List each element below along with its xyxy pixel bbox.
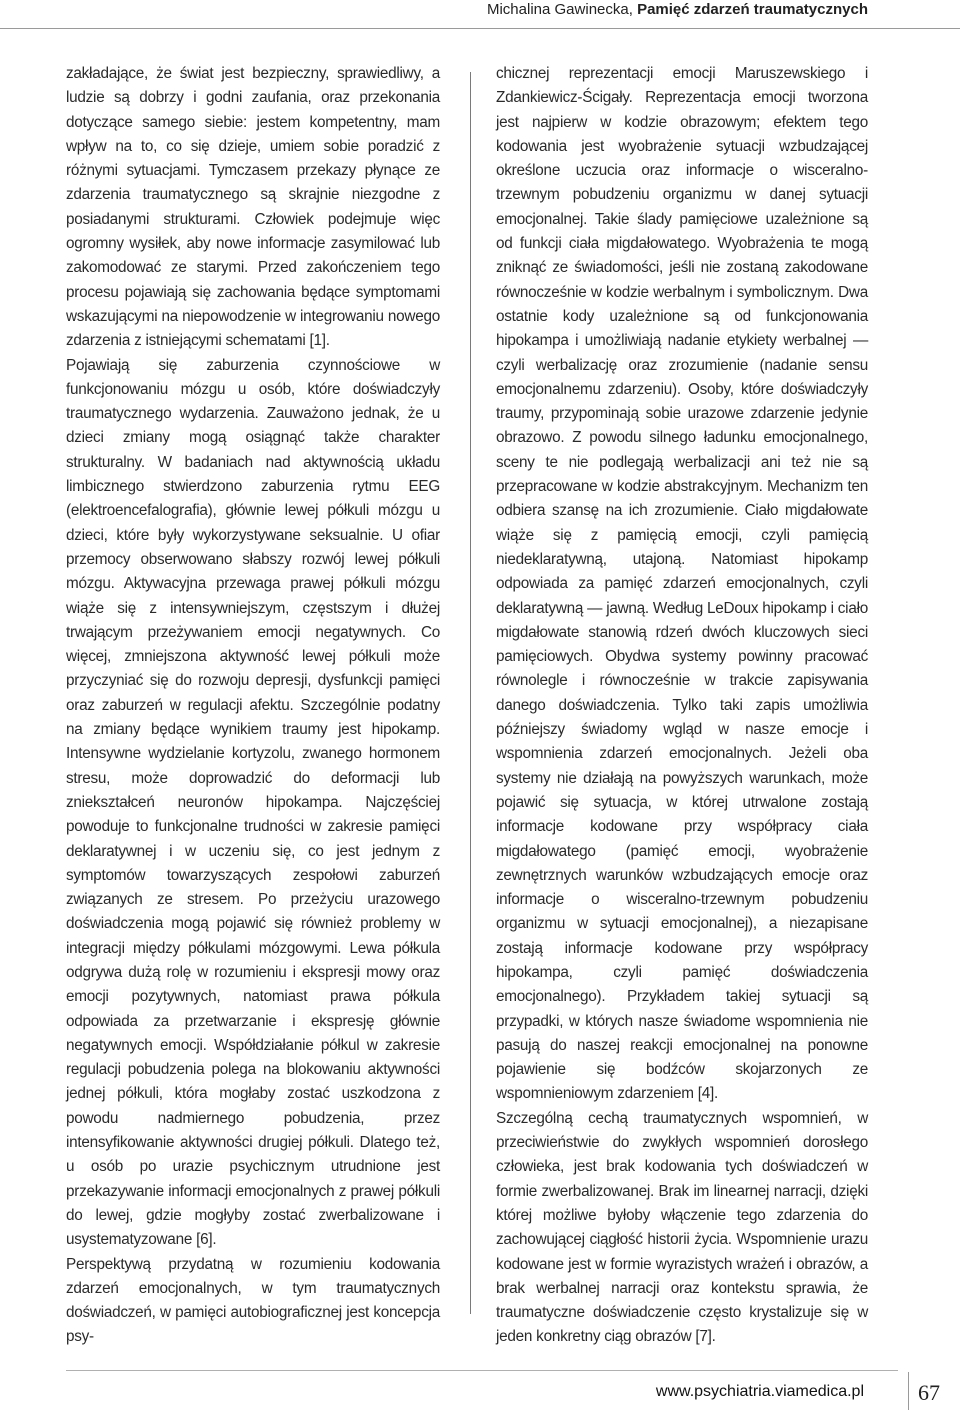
running-header <box>0 0 960 31</box>
footer-separator <box>908 1372 909 1410</box>
right-paragraph-1: chicznej reprezentacji emocji Maruszewskiego i Zdankiewicz-Ścigały. Reprezentacja emocji tworzona jest najpierw w kodzie obrazowym; efektem tego kodowania jest wyobrażenie sytuacji wzbudzającej określone uczucia oraz informacje o wisceralno-trzewnym pobudzeniu organizmu w danej sytuacji emocjonalnej. Takie ślady pamięciowe uzależnione są od funkcji ciała migdałowatego. Wyobrażenia te mogą zniknąć ze świadomości, jeśli nie zostaną zakodowane równocześnie w kodzie werbalnym i symbolicznym. Dwa ostatnie kody uzależnione są od funkcjonowania hipokampa i umożliwiają nadanie etykiety werbalnej — czyli werbalizację oraz zrozumienie (nadanie sensu emocjonalnemu zdarzeniu). Osoby, które doświadczyły traumy, przypominają sobie urazowe zdarzenie jedynie obrazowo. Z powodu silnego ładunku emocjonalnego, sceny te nie podlegają werbalizacji ani też nie są przepracowane w kodzie abstrakcyjnym. Mechanizm ten odbiera szansę na ich zrozumienie. Ciało migdałowate wiąże się z pamięcią emocji, czyli pamięcią niedeklaratywną, utajoną. Natomiast hipokamp odpowiada za pamięć zdarzeń emocjonalnych, czyli deklaratywną — jawną. Według LeDoux hipokamp i ciało migdałowate stanowią rdzeń dwóch kluczowych sieci pamięciowych. Obydwa systemy powinny pracować równolegle i równocześnie w trakcie zapisywania danego doświadczenia. Tylko taki zapis umożliwia późniejszy świadomy wgląd w nasze emocje i wspomnienia zdarzeń emocjonalnych. Jeżeli oba systemy nie działają na powyższych warunkach, może pojawić się sytuacja, w której utrwalone zostają informacje kodowane przy współpracy ciała migdałowatego (pamięć emocji, wyobrażenie zewnętrznych warunków wzbudzających emocje oraz informacje o wisceralno-trzewnym pobudzeniu organizmu w sytuacji emocjonalnej), a niezapisane zostają informacje kodowane przy współpracy hipokampa, czyli pamięć doświadczenia emocjonalnego). Przykładem takiej sytuacji są przypadki, w których nasze świadome wspomnienia nie pasują do naszej reakcji emocjonalnej na ponowne pojawienie się bodźców skojarzonych ze wspomnieniowym zdarzeniem [4]. <box>496 65 868 1103</box>
left-paragraph-2: Pojawiają się zaburzenia czynnościowe w funkcjonowaniu mózgu u osób, które doświadczyły traumatycznego wydarzenia. Zauważono jednak, że u dzieci zmiany mogą osiągnąć także charakter strukturalny. W badaniach nad aktywnością układu limbicznego stwierdzono zaburzenia rytmu EEG (elektroencefalografia), głównie lewej półkuli mózgu u dzieci, które były wykorzystywane seksualnie. U ofiar przemocy obserwowano słabszy rozwój lewej półkuli mózgu. Aktywacyjna przewaga prawej półkuli mózgu wiąże się z intensywniejszym, częstszym i dłużej trwającym przeżywaniem emocji negatywnych. Co więcej, zmniejszona aktywność lewej półkuli może przyczyniać się do rozwoju depresji, dysfunkcji pamięci oraz zaburzeń w regulacji afektu. Szczególnie podatny na zmiany będące wynikiem traumy jest hipokamp. Intensywne wydzielanie kortyzolu, zwanego hormonem stresu, może doprowadzić do deformacji lub zniekształceń neuronów hipokampa. Najczęściej powoduje to funkcjonalne trudności w zakresie pamięci deklaratywnej i w uczeniu się, co jest jednym z symptomów towarzyszących zespołowi zaburzeń związanych ze stresem. Po przeżyciu urazowego doświadczenia mogą pojawić się również problemy w integracji między półkulami mózgowymi. Lewa półkula odgrywa dużą rolę w rozumieniu i ekspresji mowy oraz emocji pozytywnych, natomiast prawa półkula odpowiada za przetwarzanie i ekspresję głównie negatywnych emocji. Współdziałanie półkul w zakresie regulacji pobudzenia polega na blokowaniu aktywności jednej półkuli, która mogłaby zostać uszkodzona z powodu nadmiernego pobudzenia, przez intensyfikowanie aktywności drugiej półkuli. Dlatego też, u osób po urazie psychicznym utrudnione jest przekazywanie informacji emocjonalnych z prawej półkuli do lewej, gdzie mogłyby zostać zwerbalizowane i usystematyzowane [6]. <box>66 356 440 1249</box>
journal-url: www.psychiatria.viamedica.pl <box>655 1383 864 1400</box>
page-number: 67 <box>918 1380 940 1405</box>
column-divider <box>470 72 471 1314</box>
header-article-title: Pamięć zdarzeń traumatycznych <box>637 1 868 18</box>
footer-rule <box>66 1370 898 1371</box>
header-author: Michalina Gawinecka, <box>486 1 638 18</box>
header-rule <box>0 28 960 29</box>
right-text-column <box>496 62 868 1350</box>
left-paragraph-1: zakładające, że świat jest bezpieczny, sprawiedliwy, a ludzie są dobrzy i godni zaufania, oraz przekonania dotyczące samego siebie: jestem kompetentny, mam wpływ na to, co się dzieje, umiem sobie poradzić z różnymi sytuacjami. Tymczasem przekazy płynące ze zdarzenia traumatycznego są skrajnie niezgodne z posiadanymi strukturami. Człowiek podejmuje więc ogromny wysiłek, aby nowe informacje zasymilować lub zakomodować ze starymi. Przed zakończeniem tego procesu pojawiają się zachowania będące symptomami wskazującymi na niepowodzenie w integrowaniu nowego zdarzenia z istniejącymi schematami [1]. <box>66 65 440 350</box>
left-paragraph-3: Perspektywą przydatną w rozumieniu kodowania zdarzeń emocjonalnych, w tym traumatycznych doświadczeń, w pamięci autobiograficznej jest koncepcja psy- <box>66 1255 440 1346</box>
left-text-column <box>66 62 440 1350</box>
right-paragraph-2: Szczególną cechą traumatycznych wspomnień, w przeciwieństwie do zwykłych wspomnień dorosłego człowieka, jest brak kodowania tych doświadczeń w formie zwerbalizowanej. Brak im linearnej narracji, dzięki której możliwe byłoby włączenie tego zdarzenia do zachowującej ciągłość historii życia. Wspomnienie urazu kodowane jest w formie wyrazistych wrażeń i obrazów, a brak werbalnej narracji oraz kontekstu sprawia, że traumatyczne doświadczenie często krystalizuje się w jeden konkretny ciąg obrazów [7]. <box>496 1109 868 1346</box>
